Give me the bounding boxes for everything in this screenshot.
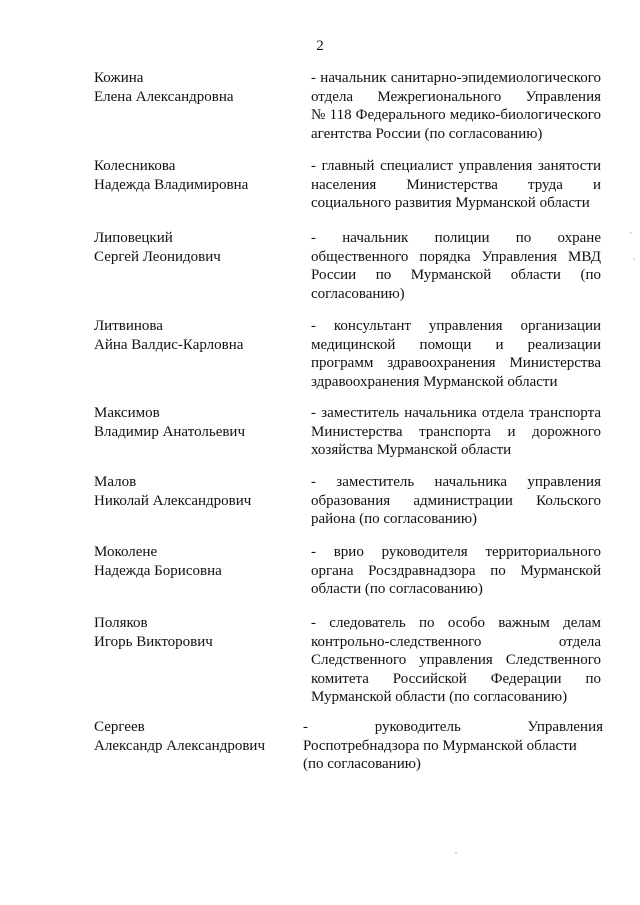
role-line: общественного порядка Управления МВД <box>311 248 601 265</box>
given-names: Игорь Викторович <box>94 633 213 650</box>
position-description <box>311 473 601 529</box>
role-line: - врио руководителя территориального <box>311 544 601 560</box>
person-name <box>94 614 294 651</box>
role-line: населения Министерства труда и <box>311 176 601 193</box>
role-line: отдела Межрегионального Управления <box>311 88 601 105</box>
role-line: Министерства транспорта и дорожного <box>311 423 601 440</box>
page-number: 2 <box>316 38 324 54</box>
role-line: - главный специалист управления занятости <box>311 158 601 174</box>
role-line: - консультант управления организации <box>311 318 601 334</box>
surname: Моколене <box>94 544 158 560</box>
position-description <box>311 317 601 391</box>
role-line: - начальник санитарно-эпидемиологического <box>311 70 601 86</box>
role-line: Мурманской области (по согласованию) <box>311 689 568 705</box>
position-description <box>311 229 601 303</box>
person-name <box>94 543 294 580</box>
role-line: Роспотребнадзора по Мурманской области <box>303 737 577 754</box>
position-description <box>311 614 601 707</box>
position-description <box>303 718 603 774</box>
role-line: контрольно-следственного отдела <box>311 633 601 650</box>
scan-speck <box>630 232 632 234</box>
given-names: Николай Александрович <box>94 492 252 509</box>
scan-speck <box>455 852 457 854</box>
role-line: согласованию) <box>311 285 405 302</box>
role-line: социального развития Мурманской области <box>311 195 590 211</box>
scan-speck <box>633 258 635 260</box>
surname: Сергеев <box>94 719 145 735</box>
person-name <box>94 69 294 106</box>
surname: Литвинова <box>94 318 163 334</box>
position-description <box>311 543 601 599</box>
surname: Кожина <box>94 70 144 86</box>
role-line: агентства России (по согласованию) <box>311 125 543 142</box>
role-line: образования администрации Кольского <box>311 492 601 509</box>
given-names: Владимир Анатольевич <box>94 423 246 440</box>
person-name <box>94 718 294 755</box>
role-line: - начальник полиции по охране <box>311 230 601 246</box>
role-line: хозяйства Мурманской области <box>311 442 512 458</box>
surname: Липовецкий <box>94 230 173 246</box>
person-name <box>94 229 294 266</box>
role-line: - заместитель начальника управления <box>311 474 601 490</box>
given-names: Надежда Владимировна <box>94 176 249 193</box>
position-description <box>311 404 601 460</box>
position-description <box>311 69 601 143</box>
role-line: № 118 Федерального медико-биологического <box>311 107 601 123</box>
role-line: медицинской помощи и реализации <box>311 336 601 353</box>
role-line: Следственного управления Следственного <box>311 652 601 668</box>
role-line: здравоохранения Мурманской области <box>311 373 558 390</box>
given-names: Александр Александрович <box>94 737 265 754</box>
role-line: (по согласованию) <box>303 756 421 772</box>
position-description <box>311 157 601 213</box>
surname: Максимов <box>94 405 160 421</box>
given-names: Сергей Леонидович <box>94 248 221 265</box>
role-line: - руководитель Управления <box>303 719 603 735</box>
role-line: комитета Российской Федерации по <box>311 670 601 687</box>
surname: Колесникова <box>94 158 176 174</box>
role-line: района (по согласованию) <box>311 511 478 527</box>
given-names: Надежда Борисовна <box>94 562 222 579</box>
role-line: программ здравоохранения Министерства <box>311 355 601 371</box>
role-line: - заместитель начальника отдела транспорта <box>311 405 601 421</box>
surname: Поляков <box>94 615 148 631</box>
role-line: России по Мурманской области (по <box>311 267 601 283</box>
given-names: Айна Валдис-Карловна <box>94 336 244 353</box>
role-line: органа Росздравнадзора по Мурманской <box>311 562 601 579</box>
person-name <box>94 404 294 441</box>
person-name <box>94 157 294 194</box>
given-names: Елена Александровна <box>94 88 234 105</box>
role-line: области (по согласованию) <box>311 581 483 597</box>
surname: Малов <box>94 474 137 490</box>
role-line: - следователь по особо важным делам <box>311 615 601 631</box>
person-name <box>94 473 294 510</box>
person-name <box>94 317 294 354</box>
